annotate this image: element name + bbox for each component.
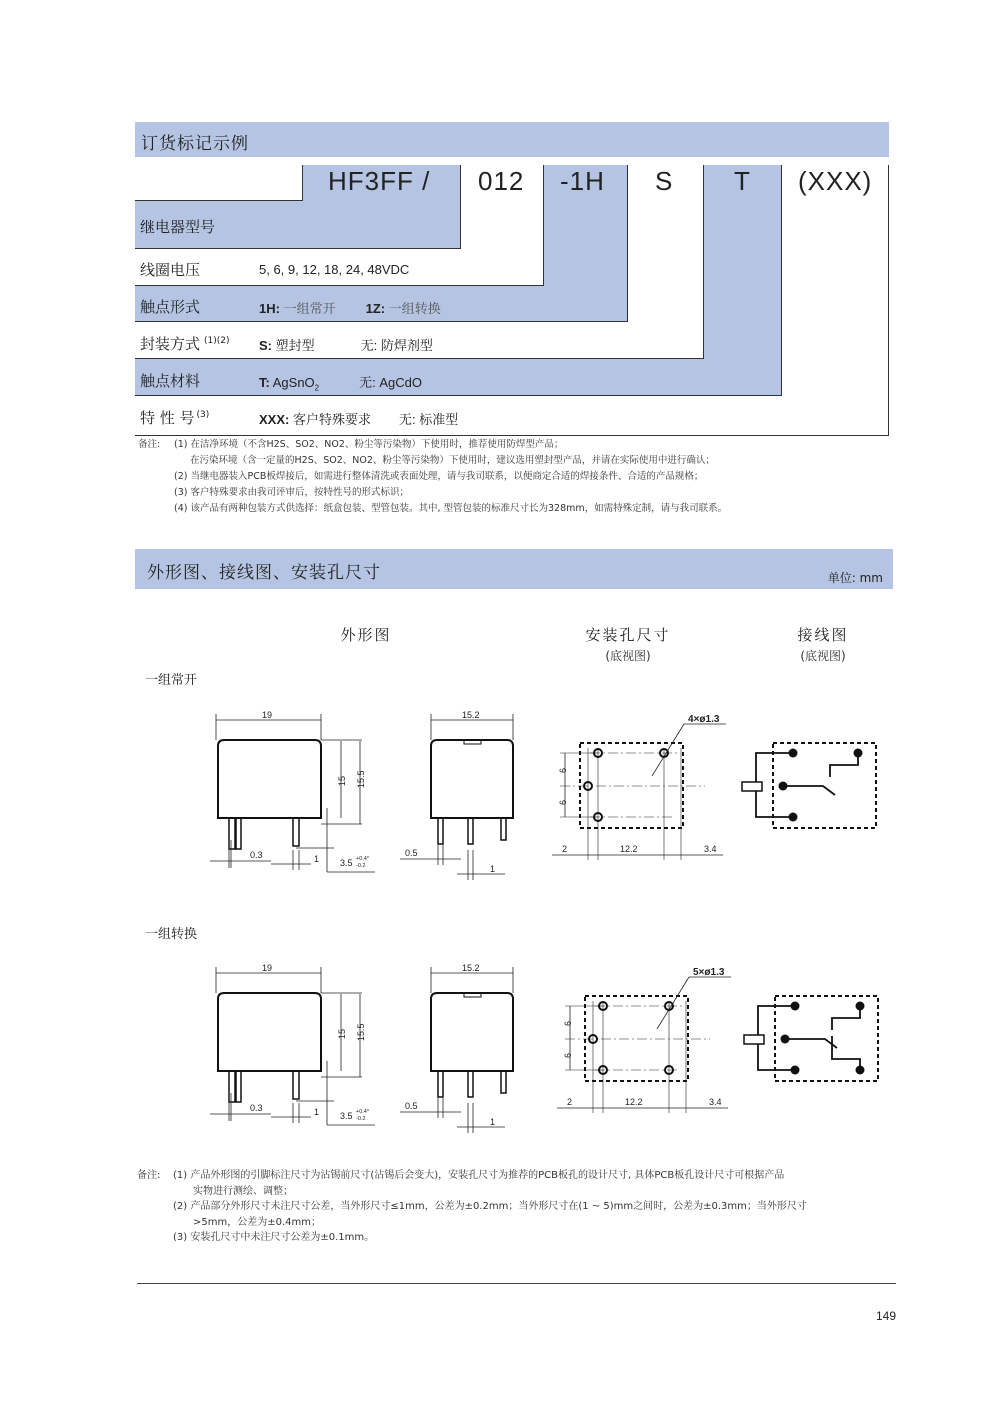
relay-side-view: [218, 993, 321, 1071]
drawing-row-1z: [0, 953, 992, 1143]
dimension-width: 19: [262, 710, 273, 720]
code-voltage: 012: [478, 166, 525, 196]
dimension-hole-left: 2: [562, 844, 568, 854]
coil-symbol: [742, 782, 762, 791]
dimension-hole-pitch: 6: [558, 767, 568, 773]
relay-pin: [293, 818, 299, 846]
option-key: 无:: [360, 338, 378, 353]
dimension-pin-width: 1: [490, 864, 496, 874]
relay-side-view: [218, 740, 321, 818]
dimension-pin-length: 3.5: [340, 858, 353, 868]
option-key: XXX:: [259, 412, 290, 427]
note-item: (3) 安装孔尺寸中未注尺寸公差为±0.1mm。: [173, 1232, 375, 1243]
drawing-row-1h: [0, 700, 992, 890]
footer-rule: [137, 1283, 896, 1284]
heading-outline: 外形图: [340, 626, 392, 644]
dimension-pin-thickness: 0.5: [405, 848, 418, 858]
heading-mounting-holes: 安装孔尺寸: [585, 626, 671, 644]
dimension-hole-pitch: 6: [563, 1020, 573, 1026]
dimension-pin-length: 3.5: [340, 1111, 353, 1121]
terminal-dot: [856, 1066, 865, 1075]
common-contact: [785, 1039, 837, 1048]
option-key: 无:: [359, 375, 376, 390]
option-value: AgCdO: [379, 375, 423, 390]
dimension-hole-pitch: 6: [558, 799, 568, 805]
no-contact: [830, 753, 858, 777]
dimension-pin-width: 1: [314, 854, 320, 864]
option-key: 无:: [398, 412, 416, 427]
tolerance-minus: -0.2: [356, 863, 366, 869]
option-key: 1Z:: [365, 301, 386, 316]
row-label-enclosure: 封装方式 $^{(1)(2)}$: [140, 335, 230, 353]
unit-label: 单位: mm: [827, 571, 883, 585]
note-item: 在污染环境（含一定量的H2S、SO2、NO2、粉尘等污染物）下使用时，建议选用塑封型产品，并请在实际使用中进行确认；: [190, 455, 715, 466]
dimension-width: 15.2: [462, 963, 480, 973]
relay-pin: [438, 818, 443, 844]
dimension-height-total: 15.5: [356, 1023, 366, 1041]
option-key: 1H:: [259, 301, 280, 316]
relay-pin: [293, 1071, 299, 1099]
no-contact: [832, 1006, 860, 1030]
dimension-line: [657, 977, 689, 1029]
row-label-special: 特 性 号 $^{(3)}$: [140, 409, 210, 427]
tolerance-plus: +0.4*: [356, 856, 369, 862]
terminal-dot: [789, 749, 798, 758]
note-item: (3) 客户特殊要求由我司评审后，按特性号的形式标识；: [174, 487, 409, 498]
note-item: (2) 产品部分外形尺寸未注尺寸公差，当外形尺寸≤1mm，公差为±0.2mm；当外形尺寸在(1 ~ 5)mm之间时，公差为±0.3mm；当外形尺寸: [173, 1201, 807, 1212]
subheading-bottom-view: (底视图): [605, 649, 651, 663]
note-item: (1) 在洁净环境（不含H2S、SO2、NO2、粉尘等污染物）下使用时，推荐使用防焊型产品；: [174, 439, 564, 450]
tolerance-plus: +0.4*: [356, 1109, 369, 1115]
row-label-contact-form: 触点形式: [140, 298, 201, 316]
relay-pin: [229, 1071, 235, 1102]
row-value-contact-material: T: AgSnO$_2$ 无: AgCdO: [259, 375, 423, 393]
dimension-hole-span: 12.2: [620, 844, 638, 854]
dimension-pin-width: 1: [314, 1107, 320, 1117]
terminal-dot: [779, 782, 788, 791]
code-contact-material: T: [734, 166, 751, 196]
dimension-height-total: 15.5: [356, 770, 366, 788]
row-value-special: [259, 409, 458, 428]
terminal-dot: [854, 749, 863, 758]
variant-label-1z: 一组转换: [145, 927, 198, 942]
terminal-dot: [791, 1066, 800, 1075]
heading-wiring: 接线图: [797, 626, 849, 644]
tolerance-minus: -0.2: [356, 1116, 366, 1122]
terminal-dot: [856, 1002, 865, 1011]
dimension-pin-thickness: 0.5: [405, 1101, 418, 1111]
relay-pin: [229, 818, 235, 849]
dimension-hole-left: 2: [567, 1097, 573, 1107]
option-value: 客户特殊要求: [292, 412, 371, 427]
terminal-dot: [781, 1035, 790, 1044]
coil-symbol: [744, 1035, 764, 1044]
note-item: 实物进行测绘、调整；: [193, 1185, 293, 1197]
row-value-contact-form: [259, 298, 441, 317]
subheading-bottom-view: (底视图): [800, 649, 846, 663]
relay-pin: [501, 818, 506, 840]
dimension-height-body: 15: [337, 1028, 347, 1039]
dimension-notes: [137, 1168, 807, 1246]
notes-label: 备注:: [137, 1170, 161, 1181]
dimension-width: 15.2: [462, 710, 480, 720]
option-value: 塑封型: [275, 338, 315, 353]
notes-label: 备注:: [138, 439, 161, 450]
dimension-pin-thickness: 0.3: [250, 850, 263, 860]
option-value: 一组常开: [283, 301, 336, 316]
relay-front-view: [431, 740, 513, 818]
dimension-hole-right: 3.4: [709, 1097, 722, 1107]
relay-front-view: [431, 993, 513, 1071]
dimensions-header-bar: [135, 549, 893, 589]
dimension-hole-right: 3.4: [704, 844, 717, 854]
option-value: 一组转换: [388, 301, 441, 316]
nc-contact: [832, 1036, 860, 1070]
option-key: S:: [259, 338, 272, 353]
relay-pin: [438, 1071, 443, 1097]
dimension-height-body: 15: [337, 775, 347, 786]
note-item: >5mm，公差为±0.4mm；: [193, 1216, 321, 1228]
relay-pin: [236, 1071, 241, 1102]
relay-pin: [501, 1071, 506, 1093]
dimension-line: [652, 724, 684, 776]
dimension-pin-thickness: 0.3: [250, 1103, 263, 1113]
option-key: T:: [259, 375, 270, 390]
code-contact-form: -1H: [560, 166, 605, 196]
row-label-contact-material: 触点材料: [140, 372, 201, 390]
relay-pin: [468, 818, 473, 844]
dimension-width: 19: [262, 963, 273, 973]
common-contact: [783, 786, 835, 795]
variant-label-1h: 一组常开: [145, 673, 198, 688]
row-value-coil-voltage: 5, 6, 9, 12, 18, 24, 48VDC: [259, 262, 410, 277]
row-value-enclosure: [259, 335, 433, 354]
row-label-model: 继电器型号: [140, 218, 216, 236]
dimension-pin-width: 1: [490, 1117, 496, 1127]
terminal-dot: [789, 813, 798, 822]
note-item: (2) 当继电器装入PCB板焊接后，如需进行整体清洗或表面处理，请与我司联系，以便商定合适的焊接条件、合适的产品规格；: [174, 471, 704, 482]
ordering-title: 订货标记示例: [141, 134, 249, 154]
relay-pin: [468, 1071, 473, 1097]
option-value: 防焊剂型: [380, 338, 433, 353]
option-value: 标准型: [419, 412, 459, 427]
terminal-dot: [791, 1002, 800, 1011]
dimension-hole-pitch: 6: [563, 1052, 573, 1058]
code-enclosure: S: [655, 166, 674, 196]
hole-callout: 5×ø1.3: [693, 967, 725, 978]
ordering-header-bar: [135, 122, 889, 157]
page-number: 149: [876, 1309, 897, 1323]
note-item: (1) 产品外形图的引脚标注尺寸为沾锡前尺寸(沾锡后会变大)，安装孔尺寸为推荐的PCB板孔的设计尺寸, 具体PCB板孔设计尺寸可根据产品: [173, 1170, 785, 1181]
hole-callout: 4×ø1.3: [688, 714, 720, 725]
dimensions-title: 外形图、接线图、安装孔尺寸: [147, 563, 381, 583]
code-special: (XXX): [798, 166, 873, 196]
option-value: AgSnO: [272, 375, 315, 390]
code-model: HF3FF /: [328, 166, 431, 196]
relay-pin: [236, 818, 241, 849]
ordering-notes: [138, 437, 727, 517]
note-item: (4) 该产品有两种包装方式供选择：纸盒包装、型管包装。其中, 型管包装的标准尺寸长为328mm，如需特殊定制，请与我司联系。: [174, 503, 728, 514]
dimension-hole-span: 12.2: [625, 1097, 643, 1107]
row-label-coil-voltage: 线圈电压: [140, 261, 201, 279]
